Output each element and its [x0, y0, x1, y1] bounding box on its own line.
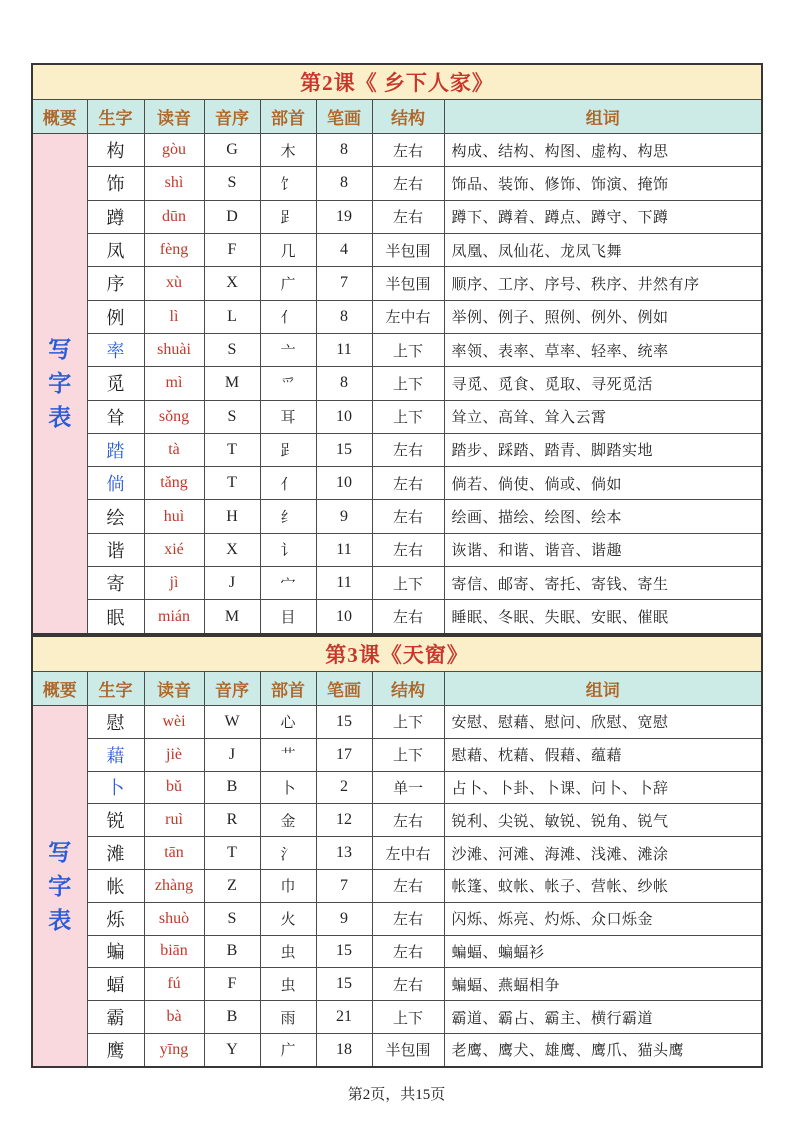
initial-cell: S [204, 400, 260, 433]
table-row [32, 233, 762, 266]
words-cell: 闪烁、烁亮、灼烁、众口烁金 [444, 902, 762, 935]
initial-cell: G [204, 134, 260, 167]
char-cell: 藉 [87, 738, 144, 771]
radical-cell: 几 [260, 233, 316, 266]
pinyin-cell: yīng [144, 1033, 204, 1067]
char-cell: 率 [87, 333, 144, 366]
char-cell: 锐 [87, 804, 144, 837]
words-cell: 绘画、描绘、绘图、绘本 [444, 500, 762, 533]
structure-cell: 左右 [372, 467, 444, 500]
strokes-cell: 11 [316, 567, 372, 600]
pinyin-cell: tān [144, 837, 204, 870]
summary-cell [32, 134, 87, 635]
initial-cell: L [204, 300, 260, 333]
table-row [32, 837, 762, 870]
char-cell: 凤 [87, 233, 144, 266]
radical-cell: 火 [260, 902, 316, 935]
strokes-cell: 4 [316, 233, 372, 266]
pinyin-cell: dūn [144, 200, 204, 233]
radical-cell: 亻 [260, 467, 316, 500]
initial-cell: B [204, 1001, 260, 1034]
table-row [32, 771, 762, 804]
char-cell: 耸 [87, 400, 144, 433]
strokes-cell: 21 [316, 1001, 372, 1034]
structure-cell: 左右 [372, 500, 444, 533]
structure-cell: 单一 [372, 771, 444, 804]
structure-cell: 左右 [372, 804, 444, 837]
column-header: 笔画 [316, 100, 372, 134]
initial-cell: S [204, 167, 260, 200]
words-cell: 顺序、工序、序号、秩序、井然有序 [444, 267, 762, 300]
strokes-cell: 7 [316, 869, 372, 902]
strokes-cell: 8 [316, 167, 372, 200]
initial-cell: R [204, 804, 260, 837]
column-header: 结构 [372, 100, 444, 134]
table-row [32, 500, 762, 533]
radical-cell: 卜 [260, 771, 316, 804]
radical-cell: 亻 [260, 300, 316, 333]
strokes-cell: 10 [316, 600, 372, 634]
table-row [32, 1033, 762, 1067]
char-cell: 蝙 [87, 935, 144, 968]
char-cell: 眠 [87, 600, 144, 634]
strokes-cell: 15 [316, 433, 372, 466]
radical-cell: 木 [260, 134, 316, 167]
pinyin-cell: biān [144, 935, 204, 968]
strokes-cell: 15 [316, 968, 372, 1001]
column-header: 读音 [144, 100, 204, 134]
pinyin-cell: fèng [144, 233, 204, 266]
table-row [32, 267, 762, 300]
summary-label-char: 写 [48, 337, 72, 362]
strokes-cell: 8 [316, 300, 372, 333]
radical-cell: 心 [260, 706, 316, 739]
initial-cell: T [204, 467, 260, 500]
table-row [32, 600, 762, 634]
radical-cell: 宀 [260, 567, 316, 600]
table-row [32, 433, 762, 466]
structure-cell: 上下 [372, 738, 444, 771]
structure-cell: 左右 [372, 200, 444, 233]
words-cell: 安慰、慰藉、慰问、欣慰、宽慰 [444, 706, 762, 739]
structure-cell: 左右 [372, 902, 444, 935]
char-cell: 觅 [87, 367, 144, 400]
pinyin-cell: bǔ [144, 771, 204, 804]
column-header: 概要 [32, 672, 87, 706]
initial-cell: T [204, 837, 260, 870]
strokes-cell: 15 [316, 935, 372, 968]
radical-cell: 金 [260, 804, 316, 837]
pinyin-cell: xù [144, 267, 204, 300]
initial-cell: F [204, 233, 260, 266]
structure-cell: 左右 [372, 935, 444, 968]
radical-cell: 广 [260, 267, 316, 300]
words-cell: 构成、结构、构图、虚构、构思 [444, 134, 762, 167]
char-cell: 饰 [87, 167, 144, 200]
words-cell: 耸立、高耸、耸入云霄 [444, 400, 762, 433]
initial-cell: M [204, 367, 260, 400]
radical-cell: 纟 [260, 500, 316, 533]
char-cell: 谐 [87, 533, 144, 566]
structure-cell: 左右 [372, 433, 444, 466]
words-cell: 占卜、卜卦、卜课、问卜、卜辞 [444, 771, 762, 804]
structure-cell: 左右 [372, 600, 444, 634]
table-row [32, 935, 762, 968]
radical-cell: 饣 [260, 167, 316, 200]
words-cell: 睡眠、冬眠、失眠、安眠、催眠 [444, 600, 762, 634]
summary-cell [32, 706, 87, 1068]
radical-cell: 氵 [260, 837, 316, 870]
column-header-row [32, 100, 762, 134]
summary-label [33, 338, 87, 429]
pinyin-cell: shì [144, 167, 204, 200]
structure-cell: 左右 [372, 869, 444, 902]
words-cell: 锐利、尖锐、敏锐、锐角、锐气 [444, 804, 762, 837]
strokes-cell: 12 [316, 804, 372, 837]
strokes-cell: 18 [316, 1033, 372, 1067]
radical-cell: 雨 [260, 1001, 316, 1034]
initial-cell: T [204, 433, 260, 466]
strokes-cell: 10 [316, 400, 372, 433]
char-cell: 例 [87, 300, 144, 333]
column-header: 生字 [87, 100, 144, 134]
words-cell: 倘若、倘使、倘或、倘如 [444, 467, 762, 500]
strokes-cell: 17 [316, 738, 372, 771]
strokes-cell: 8 [316, 134, 372, 167]
column-header: 音序 [204, 100, 260, 134]
char-cell: 寄 [87, 567, 144, 600]
pinyin-cell: huì [144, 500, 204, 533]
column-header: 组词 [444, 672, 762, 706]
table-row [32, 902, 762, 935]
radical-cell: 𧾷 [260, 200, 316, 233]
structure-cell: 左右 [372, 134, 444, 167]
column-header: 部首 [260, 672, 316, 706]
words-cell: 凤凰、凤仙花、龙凤飞舞 [444, 233, 762, 266]
table-row [32, 804, 762, 837]
pinyin-cell: jì [144, 567, 204, 600]
initial-cell: X [204, 267, 260, 300]
words-cell: 诙谐、和谐、谐音、谐趣 [444, 533, 762, 566]
char-cell: 踏 [87, 433, 144, 466]
initial-cell: F [204, 968, 260, 1001]
structure-cell: 左右 [372, 968, 444, 1001]
radical-cell: 艹 [260, 738, 316, 771]
initial-cell: Z [204, 869, 260, 902]
initial-cell: H [204, 500, 260, 533]
column-header: 音序 [204, 672, 260, 706]
lesson-title: 第2课《 乡下人家》 [32, 64, 762, 100]
structure-cell: 左右 [372, 533, 444, 566]
structure-cell: 上下 [372, 367, 444, 400]
initial-cell: S [204, 333, 260, 366]
strokes-cell: 13 [316, 837, 372, 870]
char-cell: 鹰 [87, 1033, 144, 1067]
structure-cell: 上下 [372, 706, 444, 739]
pinyin-cell: wèi [144, 706, 204, 739]
radical-cell: 讠 [260, 533, 316, 566]
initial-cell: Y [204, 1033, 260, 1067]
table-row [32, 533, 762, 566]
column-header: 部首 [260, 100, 316, 134]
strokes-cell: 9 [316, 500, 372, 533]
radical-cell: 虫 [260, 935, 316, 968]
initial-cell: B [204, 935, 260, 968]
words-cell: 踏步、踩踏、踏青、脚踏实地 [444, 433, 762, 466]
char-cell: 蝠 [87, 968, 144, 1001]
table-row [32, 167, 762, 200]
pinyin-cell: bà [144, 1001, 204, 1034]
words-cell: 寻觅、觅食、觅取、寻死觅活 [444, 367, 762, 400]
pinyin-cell: shuò [144, 902, 204, 935]
char-cell: 烁 [87, 902, 144, 935]
column-header: 组词 [444, 100, 762, 134]
column-header: 笔画 [316, 672, 372, 706]
strokes-cell: 2 [316, 771, 372, 804]
pinyin-cell: zhàng [144, 869, 204, 902]
initial-cell: X [204, 533, 260, 566]
pinyin-cell: mián [144, 600, 204, 634]
structure-cell: 左中右 [372, 300, 444, 333]
char-cell: 帐 [87, 869, 144, 902]
initial-cell: S [204, 902, 260, 935]
lesson-3-table [31, 635, 763, 1068]
table-row [32, 968, 762, 1001]
pinyin-cell: shuài [144, 333, 204, 366]
strokes-cell: 8 [316, 367, 372, 400]
char-cell: 绘 [87, 500, 144, 533]
table-row [32, 869, 762, 902]
radical-cell: 广 [260, 1033, 316, 1067]
words-cell: 饰品、装饰、修饰、饰演、掩饰 [444, 167, 762, 200]
char-cell: 构 [87, 134, 144, 167]
table-row [32, 367, 762, 400]
words-cell: 帐篷、蚊帐、帐子、营帐、纱帐 [444, 869, 762, 902]
strokes-cell: 11 [316, 533, 372, 566]
char-cell: 序 [87, 267, 144, 300]
words-cell: 举例、例子、照例、例外、例如 [444, 300, 762, 333]
radical-cell: 𧾷 [260, 433, 316, 466]
char-cell: 霸 [87, 1001, 144, 1034]
pinyin-cell: sǒng [144, 400, 204, 433]
words-cell: 蝙蝠、蝙蝠衫 [444, 935, 762, 968]
strokes-cell: 15 [316, 706, 372, 739]
pinyin-cell: tà [144, 433, 204, 466]
strokes-cell: 7 [316, 267, 372, 300]
words-cell: 老鹰、鹰犬、雄鹰、鹰爪、猫头鹰 [444, 1033, 762, 1067]
pinyin-cell: tǎng [144, 467, 204, 500]
pinyin-cell: mì [144, 367, 204, 400]
table-row [32, 400, 762, 433]
initial-cell: D [204, 200, 260, 233]
pinyin-cell: xié [144, 533, 204, 566]
summary-label [33, 841, 87, 932]
strokes-cell: 9 [316, 902, 372, 935]
radical-cell: 巾 [260, 869, 316, 902]
char-cell: 滩 [87, 837, 144, 870]
radical-cell: 目 [260, 600, 316, 634]
char-cell: 慰 [87, 706, 144, 739]
char-cell: 倘 [87, 467, 144, 500]
words-cell: 沙滩、河滩、海滩、浅滩、滩涂 [444, 837, 762, 870]
structure-cell: 半包围 [372, 267, 444, 300]
radical-cell: 爫 [260, 367, 316, 400]
structure-cell: 左中右 [372, 837, 444, 870]
pinyin-cell: lì [144, 300, 204, 333]
pinyin-cell: gòu [144, 134, 204, 167]
summary-label-char: 表 [48, 907, 72, 933]
column-header-row [32, 672, 762, 706]
table-row [32, 567, 762, 600]
words-cell: 蹲下、蹲着、蹲点、蹲守、下蹲 [444, 200, 762, 233]
table-row [32, 134, 762, 167]
words-cell: 蝙蝠、燕蝠相争 [444, 968, 762, 1001]
strokes-cell: 19 [316, 200, 372, 233]
structure-cell: 半包围 [372, 233, 444, 266]
radical-cell: 虫 [260, 968, 316, 1001]
pinyin-cell: jiè [144, 738, 204, 771]
initial-cell: W [204, 706, 260, 739]
column-header: 结构 [372, 672, 444, 706]
radical-cell: 亠 [260, 333, 316, 366]
summary-label-char: 字 [48, 873, 72, 899]
lesson-title: 第3课《天窗》 [32, 636, 762, 672]
page-number: 第2页，共15页 [347, 1087, 446, 1103]
words-cell: 慰藉、枕藉、假藉、蕴藉 [444, 738, 762, 771]
structure-cell: 上下 [372, 1001, 444, 1034]
table-row [32, 300, 762, 333]
lesson-2-table [31, 63, 763, 635]
initial-cell: J [204, 567, 260, 600]
initial-cell: J [204, 738, 260, 771]
table-row [32, 200, 762, 233]
table-row [32, 1001, 762, 1034]
initial-cell: B [204, 771, 260, 804]
column-header: 概要 [32, 100, 87, 134]
words-cell: 寄信、邮寄、寄托、寄钱、寄生 [444, 567, 762, 600]
column-header: 读音 [144, 672, 204, 706]
pinyin-cell: fú [144, 968, 204, 1001]
structure-cell: 上下 [372, 567, 444, 600]
char-cell: 蹲 [87, 200, 144, 233]
table-row [32, 467, 762, 500]
summary-label-char: 写 [48, 839, 72, 865]
char-cell: 卜 [87, 771, 144, 804]
structure-cell: 半包围 [372, 1033, 444, 1067]
table-row [32, 333, 762, 366]
initial-cell: M [204, 600, 260, 634]
structure-cell: 上下 [372, 400, 444, 433]
strokes-cell: 11 [316, 333, 372, 366]
strokes-cell: 10 [316, 467, 372, 500]
pinyin-cell: ruì [144, 804, 204, 837]
words-cell: 霸道、霸占、霸主、横行霸道 [444, 1001, 762, 1034]
table-row [32, 706, 762, 739]
radical-cell: 耳 [260, 400, 316, 433]
words-cell: 率领、表率、草率、轻率、统率 [444, 333, 762, 366]
column-header: 生字 [87, 672, 144, 706]
summary-label-char: 字 [48, 371, 72, 396]
summary-label-char: 表 [48, 405, 72, 430]
structure-cell: 上下 [372, 333, 444, 366]
table-row [32, 738, 762, 771]
structure-cell: 左右 [372, 167, 444, 200]
